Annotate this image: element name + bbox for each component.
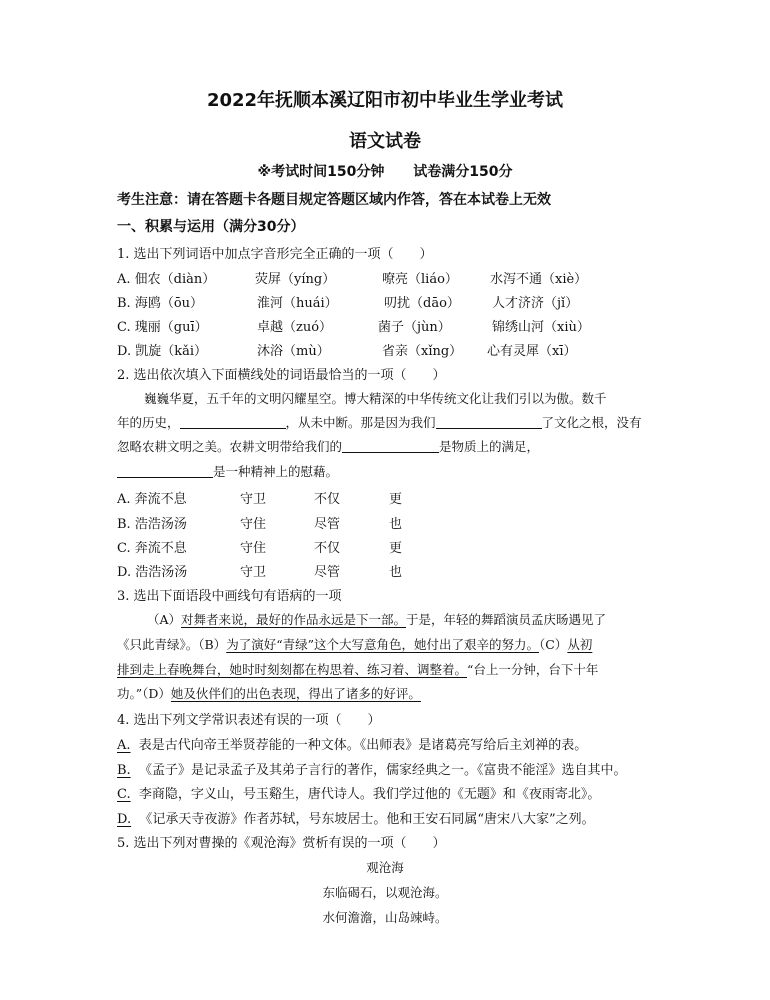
q4-option: C. 李商隐，字义山，号玉谿生，唐代诗人。我们学过他的《无题》和《夜雨寄北》。 [117, 787, 601, 802]
q2-passage-line: 年的历史， ，从未中断。那是因为我们 了文化之根，没有 [117, 415, 642, 430]
exam-score: 试卷满分150分 [413, 164, 513, 180]
fill-blank [180, 416, 286, 429]
q2-stem: 2. 选出依次填入下面横线处的词语最恰当的一项（ ） [117, 368, 446, 383]
q1-option: 省亲（xǐng） [382, 344, 463, 359]
q4-option: D. 《记承天寺夜游》作者苏轼，号东坡居士。他和王安石同属“唐宋八大家”之列。 [117, 812, 595, 827]
q2-option: 守住 [240, 541, 267, 556]
q1-option: 水泻不通（xiè） [490, 272, 588, 287]
q4-option: A. 表是古代向帝王举贤荐能的一种文体。《出师表》是诸葛亮写给后主刘禅的表。 [117, 738, 588, 753]
q2-option: 守卫 [240, 492, 267, 507]
poem-line: 东临碣石，以观沧海。 [322, 885, 448, 900]
q2-option: B. 浩浩汤汤 [117, 517, 187, 532]
q2-passage-line: 忽略农耕文明之美。农耕文明带给我们的 是物质上的满足， [117, 439, 540, 454]
q3-stem: 3. 选出下面语段中画线句有语病的一项 [117, 589, 342, 604]
q2-option: A. 奔流不息 [117, 492, 187, 507]
underlined-sentence-a: 对舞者来说，最好的作品永远是下一部。 [181, 612, 407, 627]
q2-option: 更 [389, 492, 403, 507]
underlined-sentence-c: 从初 [567, 637, 593, 652]
q2-passage-line: 巍巍华夏，五千年的文明闪耀星空。博大精深的中华传统文化让我们引以为傲。数千 [144, 391, 607, 406]
q2-option: C. 奔流不息 [117, 541, 187, 556]
q1-option: B. 海鸥（ōu） [117, 296, 204, 311]
q2-option: 守住 [240, 517, 267, 532]
q1-option: 荧屏（yíng） [255, 272, 336, 287]
q3-passage-line: （A）对舞者来说，最好的作品永远是下一部。于是，年轻的舞蹈演员孟庆旸遇见了 [147, 612, 607, 627]
q4-stem: 4. 选出下列文学常识表述有误的一项（ ） [117, 713, 381, 728]
fill-blank [342, 440, 439, 453]
q1-option: 嘹亮（liáo） [382, 272, 458, 287]
q1-option: A. 佃农（diàn） [117, 272, 216, 287]
q3-passage-line: 《只此青绿》。（B）为了演好“青绿”这个大写意角色，她付出了艰辛的努力。（C）从初 [117, 637, 593, 652]
underlined-sentence-d: 她及伙伴们的出色表现，得出了诸多的好评。 [170, 686, 421, 701]
q1-option: 心有灵犀（xī） [487, 344, 577, 359]
q3-passage-line: 排到走上春晚舞台，她时时刻刻都在构思着、练习着、调整着。“台上一分钟，台下十年 [117, 662, 599, 677]
q2-option: 也 [389, 517, 403, 532]
q1-option: 叨扰（dāo） [384, 296, 460, 311]
q2-passage-line: 是一种精神上的慰藉。 [117, 462, 338, 480]
section-heading: 一、积累与运用（满分30分） [117, 219, 305, 235]
q1-option: C. 瑰丽（guī） [117, 320, 208, 335]
poem-line: 水何澹澹，山岛竦峙。 [322, 910, 448, 925]
q1-option: 卓越（zuó） [257, 320, 333, 335]
exam-title: 2022年抚顺本溪辽阳市初中毕业生学业考试 [206, 90, 564, 111]
underlined-sentence-b: 为了演好“青绿”这个大写意角色，她付出了艰辛的努力。 [226, 637, 539, 652]
poem-title: 观沧海 [366, 860, 404, 875]
q2-option: 守卫 [240, 565, 267, 580]
q2-option: 尽管 [314, 565, 341, 580]
q2-option: D. 浩浩汤汤 [117, 565, 188, 580]
q1-option: 淮河（huái） [257, 296, 338, 311]
q2-option: 也 [389, 565, 403, 580]
q1-stem: 1. 选出下列词语中加点字音形完全正确的一项（ ） [117, 247, 433, 262]
q1-option: 菌子（jùn） [378, 320, 451, 335]
q1-option: 人才济济（jǐ） [492, 296, 579, 311]
underlined-sentence-c: 排到走上春晚舞台，她时时刻刻都在构思着、练习着、调整着。 [117, 662, 468, 677]
exam-time: ※考试时间150分钟 [257, 164, 385, 180]
exam-subtitle: 语文试卷 [349, 131, 421, 152]
q4-option: B. 《孟子》是记录孟子及其弟子言行的著作，儒家经典之一。《富贵不能淫》选自其中。 [117, 763, 627, 778]
exam-info [0, 161, 770, 181]
q2-option: 尽管 [314, 517, 341, 532]
q5-stem: 5. 选出下列对曹操的《观沧海》赏析有误的一项（ ） [117, 836, 446, 851]
q1-option: D. 凯旋（kǎi） [117, 344, 208, 359]
fill-blank [436, 416, 542, 429]
q1-option: 沐浴（mù） [257, 344, 330, 359]
exam-notice: 考生注意：请在答题卡各题目规定答题区域内作答，答在本试卷上无效 [117, 192, 551, 208]
q2-option: 更 [389, 541, 403, 556]
q1-option: 锦绣山河（xiù） [492, 320, 590, 335]
q2-option: 不仅 [314, 541, 341, 556]
q2-option: 不仅 [314, 492, 341, 507]
fill-blank [117, 465, 213, 478]
q3-passage-line: 功。”（D）她及伙伴们的出色表现，得出了诸多的好评。 [117, 686, 421, 701]
